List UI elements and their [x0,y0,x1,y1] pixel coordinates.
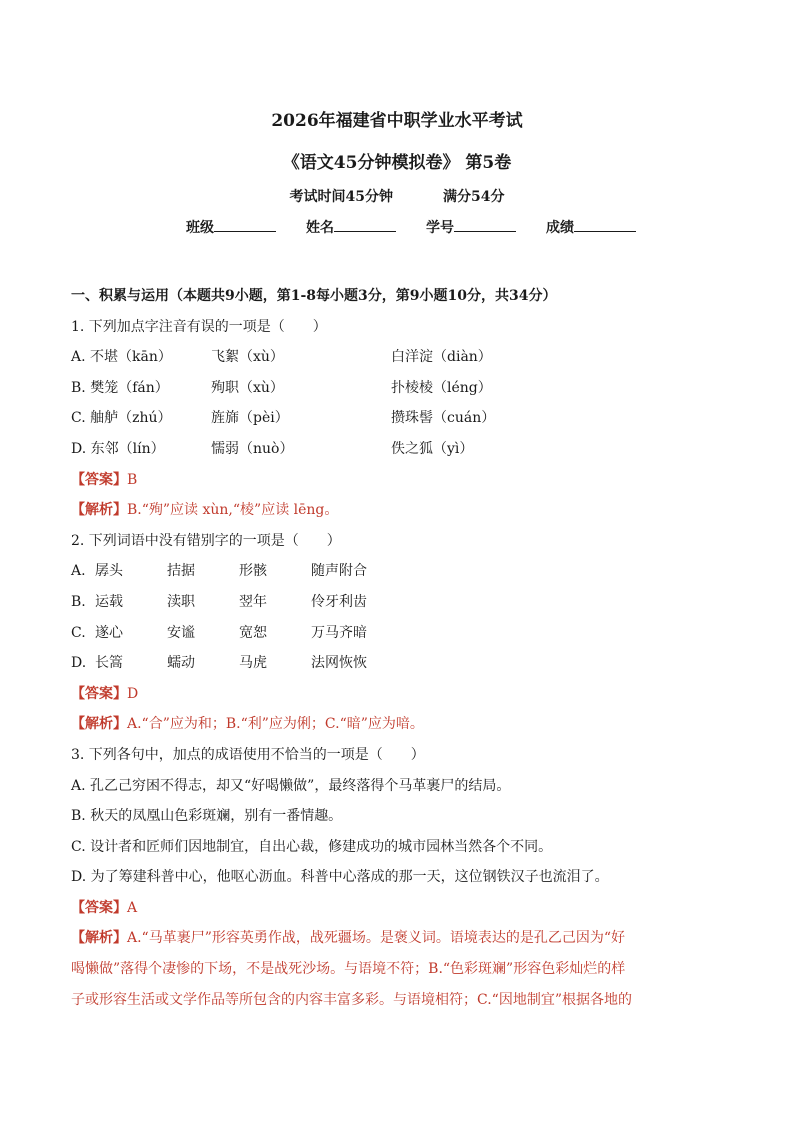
grade-field[interactable] [546,217,636,237]
question-content [71,281,731,1015]
option-item: 遂心 [95,624,123,641]
question-1-option-c[interactable] [71,403,731,434]
question-2-option-b[interactable] [71,587,731,618]
option-item: 孱头 [95,563,123,580]
option-item: 法网恢恢 [311,655,367,672]
question-1-option-b[interactable] [71,373,731,404]
option-label: B. [71,593,86,610]
name-field[interactable] [306,217,396,237]
question-3-analysis-line-2: 喝懒做”落得个凄惨的下场，不是战死沙场。与语境不符；B.“色彩斑斓”形容色彩灿烂的样 [71,961,626,978]
option-item: 万马齐暗 [311,624,367,641]
answer-value: B [127,471,138,488]
option-item: 长篙 [95,655,123,672]
question-3-analysis-line-3: 子或形容生活或文学作品等所包含的内容丰富多彩。与语境相符；C.“因地制宜”根据各地的 [71,991,632,1008]
exam-time: 考试时间45分钟 [289,189,393,205]
option-label: B. [71,379,86,396]
student-id-label: 学号 [426,220,454,236]
question-1-option-d[interactable] [71,434,731,465]
question-2-answer [71,679,731,710]
question-2-stem: 2. 下列词语中没有错别字的一项是（ ） [71,532,341,549]
answer-tag: 【答案】 [71,685,127,702]
name-blank[interactable] [334,217,396,232]
grade-blank[interactable] [574,217,636,232]
analysis-text: B.“殉”应读 xùn,“棱”应读 lēng。 [127,502,339,519]
student-id-blank[interactable] [454,217,516,232]
option-item: 不堪（kān） [90,349,172,366]
option-item: 拮据 [167,563,195,580]
question-3-option-d[interactable]: D. 为了筹建科普中心，他呕心沥血。科普中心落成的那一天，这位钢铁汉子也流泪了。 [71,869,609,886]
answer-value: A [127,899,138,916]
answer-tag: 【答案】 [71,471,127,488]
exam-subtitle: 《语文45分钟模拟卷》 第5卷 [282,153,512,173]
option-label: C. [71,624,86,641]
option-item: 攒珠髻（cuán） [391,410,496,427]
option-item: 旌旆（pèi） [211,410,289,427]
name-label: 姓名 [306,220,334,236]
question-1-option-a[interactable] [71,342,731,373]
class-field[interactable] [186,217,276,237]
option-item: 佚之狐（yì） [391,440,474,457]
option-item: 安谧 [167,624,195,641]
question-1-answer [71,465,731,496]
question-3-stem: 3. 下列各句中，加点的成语使用不恰当的一项是（ ） [71,746,425,763]
question-1-analysis [71,495,731,526]
section-heading: 一、积累与运用（本题共9小题，第1-8每小题3分，第9小题10分，共34分） [71,288,557,304]
question-2-option-c[interactable] [71,618,731,649]
option-label: A. [71,349,86,366]
student-info-fields [186,217,666,237]
exam-meta [0,186,794,206]
option-item: 白洋淀（diàn） [391,349,492,366]
answer-tag: 【答案】 [71,899,127,916]
analysis-tag: 【解析】 [71,502,127,519]
option-item: 马虎 [239,655,267,672]
exam-title: 2026年福建省中职学业水平考试 [271,111,523,131]
question-3-analysis-line-1 [71,923,731,954]
answer-value: D [127,685,139,702]
option-item: 宽恕 [239,624,267,641]
option-label: A. [71,563,86,580]
question-3-option-a[interactable]: A. 孔乙己穷困不得志，却又“好喝懒做”，最终落得个马革裹尸的结局。 [71,777,511,794]
question-3-answer [71,893,731,924]
grade-label: 成绩 [546,220,574,236]
option-item: 东邻（lín） [90,440,165,457]
analysis-tag: 【解析】 [71,930,127,947]
question-3-option-b[interactable]: B. 秋天的凤凰山色彩斑斓，别有一番情趣。 [71,808,343,825]
option-label: D. [71,440,87,457]
student-id-field[interactable] [426,217,516,237]
option-item: 随声附合 [311,563,367,580]
question-2-option-a[interactable] [71,556,731,587]
option-item: 樊笼（fán） [90,379,169,396]
analysis-text: A.“马革裹尸”形容英勇作战，战死疆场。是褒义词。语境表达的是孔乙己因为“好 [127,930,626,947]
question-1-stem: 1. 下列加点字注音有误的一项是（ ） [71,318,327,335]
option-item: 飞絮（xù） [211,349,284,366]
option-item: 形骸 [239,563,267,580]
option-item: 翌年 [239,593,267,610]
question-2-analysis [71,709,731,740]
option-item: 殉职（xù） [211,379,284,396]
analysis-text: A.“合”应为和；B.“利”应为俐；C.“暗”应为喑。 [127,716,424,733]
class-blank[interactable] [214,217,276,232]
exam-score: 满分54分 [443,189,505,205]
class-label: 班级 [186,220,214,236]
option-item: 渎职 [167,593,195,610]
option-label: C. [71,410,86,427]
option-label: D. [71,655,87,672]
analysis-tag: 【解析】 [71,716,127,733]
question-2-option-d[interactable] [71,648,731,679]
option-item: 蠕动 [167,655,195,672]
option-item: 运载 [95,593,123,610]
option-item: 扑棱棱（léng） [391,379,492,396]
option-item: 懦弱（nuò） [211,440,294,457]
question-3-option-c[interactable]: C. 设计者和匠师们因地制宜，自出心裁，修建成功的城市园林当然各个不同。 [71,838,553,855]
option-item: 舳舻（zhú） [90,410,172,427]
option-item: 伶牙利齿 [311,593,367,610]
